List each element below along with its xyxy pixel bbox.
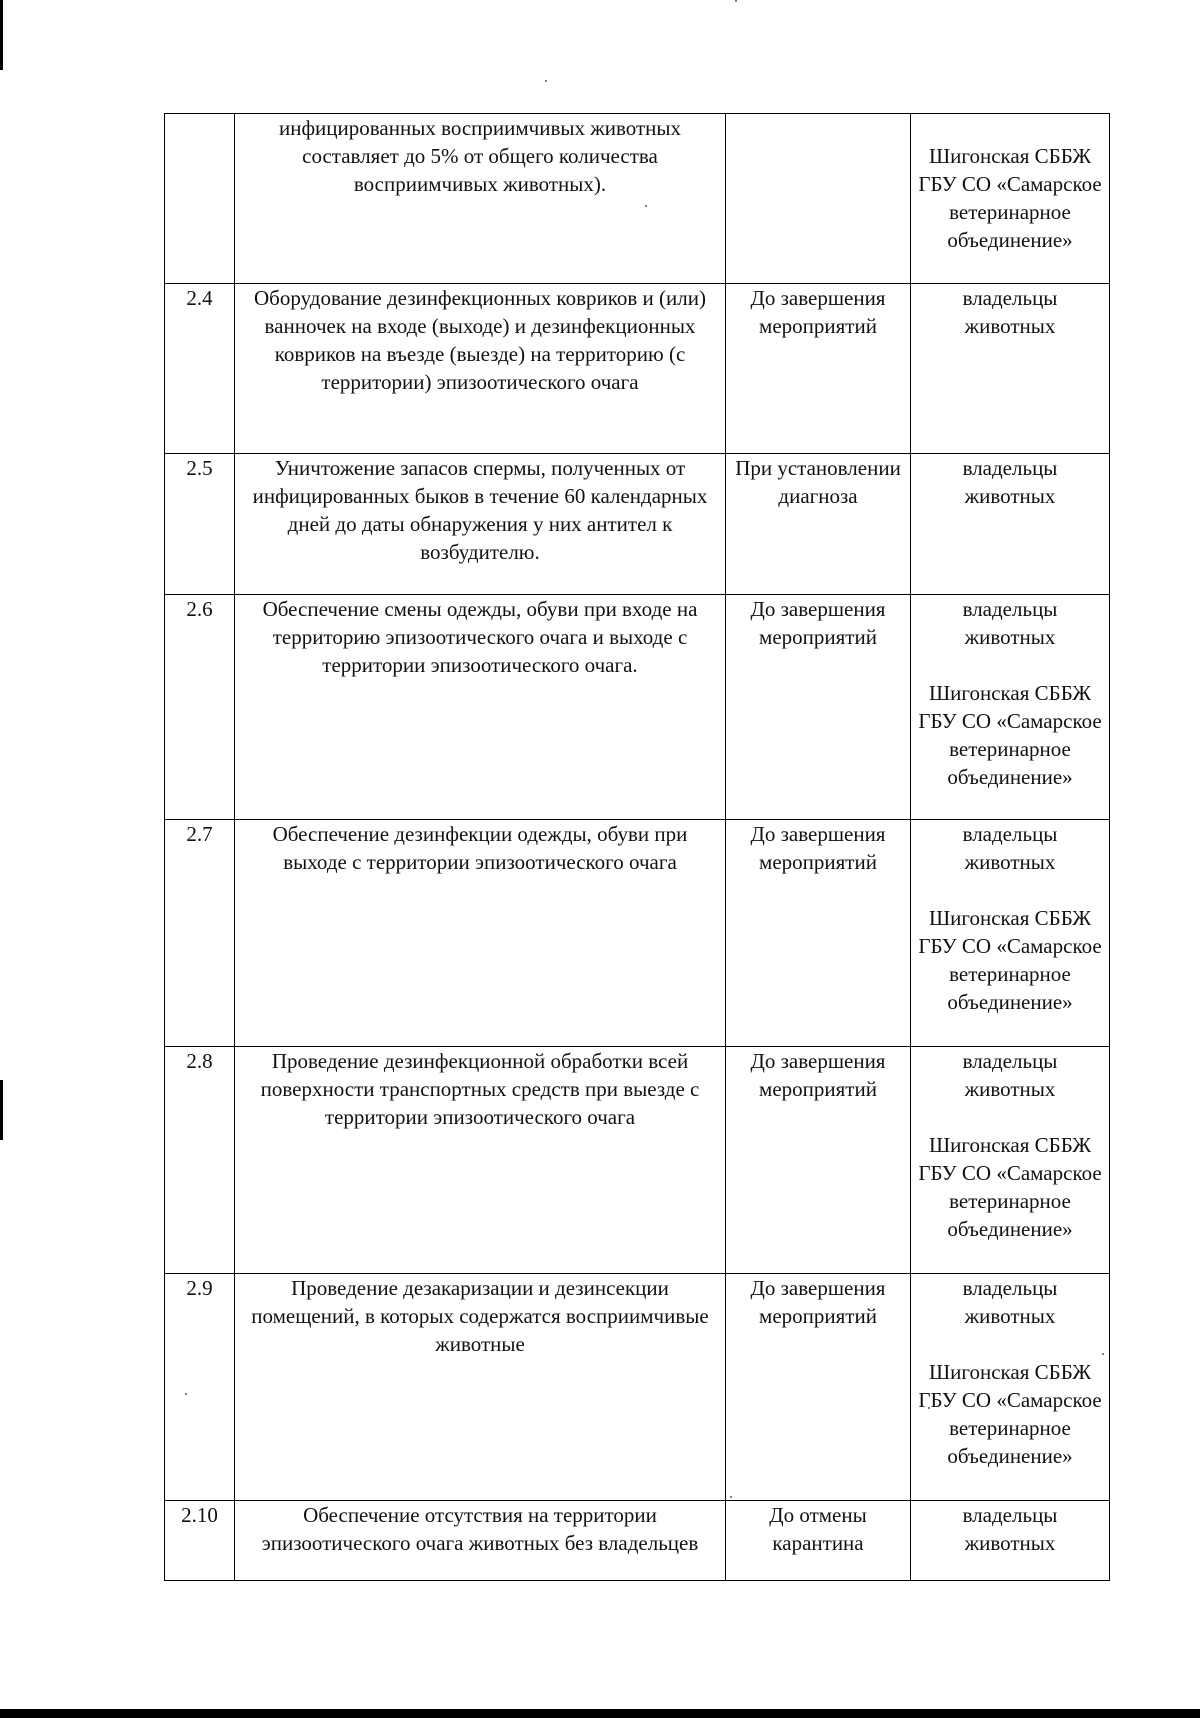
row-description: Проведение дезакаризации и дезинсекции помещений, в которых содержатся восприимчивые животные (235, 1274, 726, 1501)
measures-table (164, 113, 1110, 1581)
responsible-party: Шигонская СББЖ ГБУ СО «Самарское ветеринарное объединение» (918, 1133, 1102, 1241)
row-number: 2.4 (165, 284, 235, 454)
row-number: 2.7 (165, 820, 235, 1047)
row-description: инфицированных восприимчивых животных составляет до 5% от общего количества восприимчивых животных). (235, 114, 726, 284)
row-number: 2.9 (165, 1274, 235, 1501)
responsible-party: Шигонская СББЖ ГБУ СО «Самарское ветеринарное объединение» (918, 681, 1102, 789)
table-row (165, 114, 1110, 284)
row-responsible (911, 114, 1110, 284)
row-term: До завершения мероприятий (726, 1047, 911, 1274)
scan-edge-bottom (0, 1709, 1200, 1718)
row-responsible (911, 1501, 1110, 1581)
scan-edge-left-lower (0, 1080, 3, 1140)
table-row (165, 1274, 1110, 1501)
row-term (726, 114, 911, 284)
row-responsible (911, 454, 1110, 595)
responsible-party: владельцы животных (962, 286, 1058, 338)
table-row (165, 820, 1110, 1047)
table-row (165, 284, 1110, 454)
responsible-spacer (917, 876, 1103, 904)
responsible-spacer (917, 1330, 1103, 1358)
scan-speck (545, 80, 547, 82)
row-description: Уничтожение запасов спермы, полученных от инфицированных быков в течение 60 календарных дней до даты обнаружения у них антител к возбудителю. (235, 454, 726, 595)
row-number (165, 114, 235, 284)
row-number: 2.5 (165, 454, 235, 595)
scan-edge-left (0, 0, 3, 70)
row-term: До завершения мероприятий (726, 820, 911, 1047)
row-term: До завершения мероприятий (726, 595, 911, 820)
responsible-party: владельцы животных (962, 1276, 1058, 1328)
table-row (165, 595, 1110, 820)
responsible-party: Шигонская СББЖ ГБУ СО «Самарское ветеринарное объединение» (918, 906, 1102, 1014)
responsible-party: владельцы животных (962, 822, 1058, 874)
row-term: До отмены карантина (726, 1501, 911, 1581)
row-responsible (911, 820, 1110, 1047)
row-term: До завершения мероприятий (726, 284, 911, 454)
row-description: Оборудование дезинфекционных ковриков и (или) ванночек на входе (выходе) и дезинфекционных ковриков на въезде (выезде) на территорию (с территории) эпизоотического очага (235, 284, 726, 454)
row-responsible (911, 284, 1110, 454)
row-number: 2.6 (165, 595, 235, 820)
row-responsible (911, 1274, 1110, 1501)
responsible-party: владельцы животных (962, 456, 1058, 508)
row-description: Обеспечение дезинфекции одежды, обуви при выходе с территории эпизоотического очага (235, 820, 726, 1047)
row-description: Обеспечение отсутствия на территории эпизоотического очага животных без владельцев (235, 1501, 726, 1581)
responsible-spacer (917, 651, 1103, 679)
scan-speck (735, 0, 737, 2)
table-row (165, 454, 1110, 595)
responsible-spacer (917, 1103, 1103, 1131)
row-responsible (911, 595, 1110, 820)
row-number: 2.10 (165, 1501, 235, 1581)
table-row (165, 1047, 1110, 1274)
responsible-party: Шигонская СББЖ ГБУ СО «Самарское ветеринарное объединение» (918, 1360, 1102, 1468)
row-description: Проведение дезинфекционной обработки всей поверхности транспортных средств при выезде с территории эпизоотического очага (235, 1047, 726, 1274)
table-row (165, 1501, 1110, 1581)
responsible-party: Шигонская СББЖ ГБУ СО «Самарское ветеринарное объединение» (918, 144, 1102, 252)
row-term: До завершения мероприятий (726, 1274, 911, 1501)
row-term: При установлении диагноза (726, 454, 911, 595)
responsible-spacer (917, 114, 1103, 142)
row-responsible (911, 1047, 1110, 1274)
responsible-party: владельцы животных (962, 597, 1058, 649)
row-number: 2.8 (165, 1047, 235, 1274)
row-description: Обеспечение смены одежды, обуви при входе на территорию эпизоотического очага и выходе с территории эпизоотического очага. (235, 595, 726, 820)
responsible-party: владельцы животных (962, 1503, 1058, 1555)
responsible-party: владельцы животных (962, 1049, 1058, 1101)
